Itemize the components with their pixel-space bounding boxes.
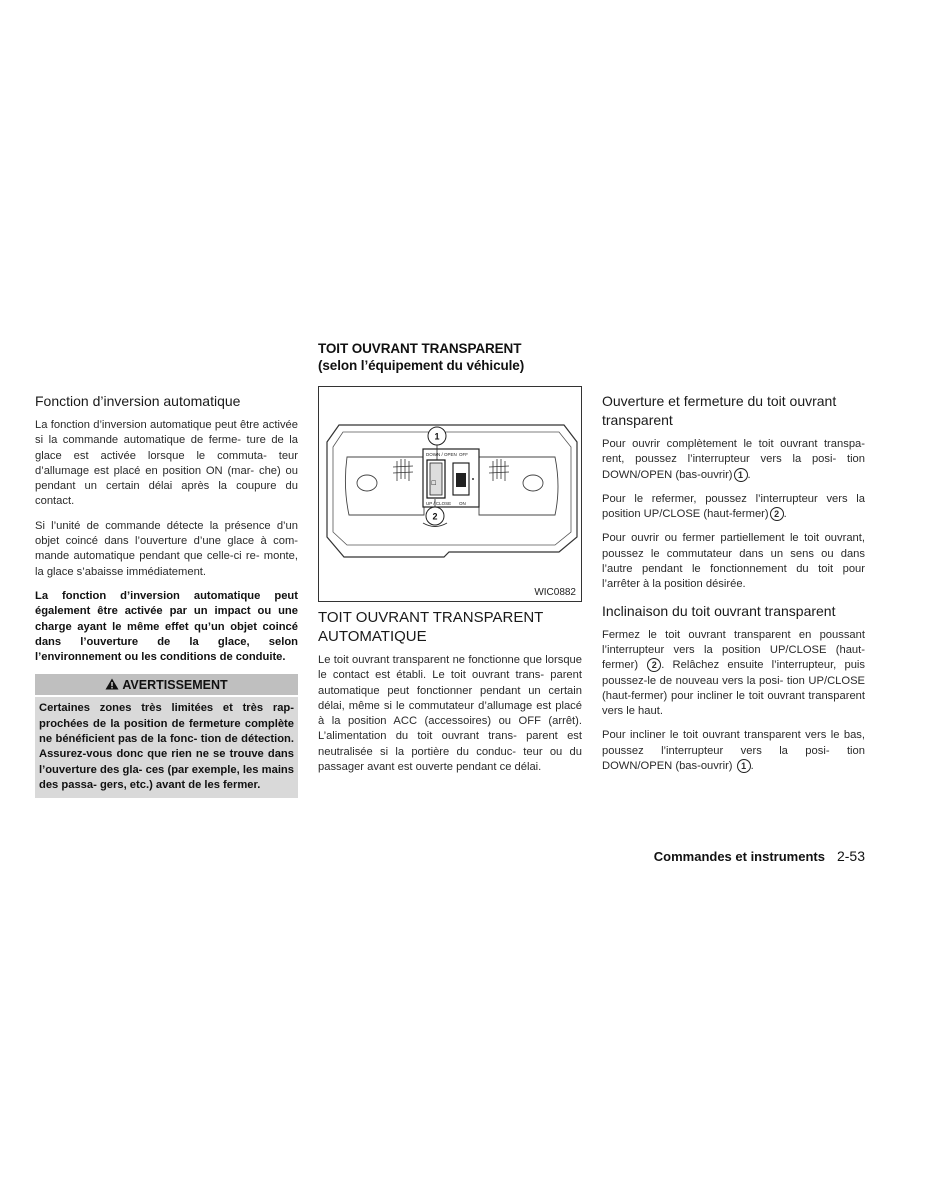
section-title-auto-reverse: Fonction d’inversion automatique bbox=[35, 393, 241, 409]
callout-1-icon: 1 bbox=[737, 759, 751, 773]
label-off: OFF bbox=[459, 452, 468, 457]
right-column bbox=[602, 392, 865, 783]
section-title-tilt: Inclinaison du toit ouvrant transparent bbox=[602, 602, 836, 619]
callout-1-icon: 1 bbox=[734, 468, 748, 482]
label-on: ON bbox=[459, 501, 466, 506]
label-up-close: UP / CLOSE bbox=[426, 501, 452, 506]
paragraph: Pour ouvrir ou fermer partiellement le toit ouvrant, poussez le commutateur dans un sens ou dans l’autre pendant le fonctionnement du toit pour l’arrêter à la position désirée. bbox=[602, 532, 865, 591]
paragraph: Pour ouvrir complètement le toit ouvrant transpa- rent, poussez l’interrupteur vers la posi- tion DOWN/OPEN (bas-ouvrir) 1 . bbox=[602, 438, 865, 481]
paragraph: Fermez le toit ouvrant transparent en poussant l’interrupteur vers la position UP/CLOSE (haut- fermer) 2 . Relâchez ensuite l’interrupteur, puis poussez-le de nouveau vers la posi- tion UP/CLOSE (haut-fermer) pour incliner le toit ouvrant transparent vers le haut. bbox=[602, 628, 866, 718]
paragraph: Si l’unité de commande détecte la présence d’un objet coincé dans l’ouverture d’une glace à com- mande automatique pendant que celle-ci re- monte, la glace s’abaisse immédiatement. bbox=[35, 519, 298, 578]
main-heading-sub: (selon l’équipement du véhicule) bbox=[318, 358, 525, 373]
page-footer bbox=[654, 848, 865, 864]
warning-text: Certaines zones très limitées et très rap- prochées de la position de fermeture complète ne bénéficient pas de la fonc- tion de détection. Assurez-vous donc que rien ne se trouve dans l’ouverture des gla- ces (par exemple, les mains des passa- gers, etc.) avant de les fermer. bbox=[35, 697, 298, 798]
main-heading: TOIT OUVRANT TRANSPARENT bbox=[318, 341, 522, 356]
label-down-open: DOWN / OPEN bbox=[426, 452, 457, 457]
paragraph: Pour le refermer, poussez l’interrupteur vers la position UP/CLOSE (haut-fermer) 2 . bbox=[602, 492, 865, 521]
paragraph-bold: La fonction d’inversion automatique peut également être activée par un impact ou une charge ayant le même effet qu’un objet coincé dans l’ouverture de la glace, selon l’environnement ou les conditions de conduite. bbox=[35, 589, 298, 664]
section-title-open-close: Ouverture et fermeture du toit ouvrant transparent bbox=[602, 393, 837, 428]
section-title-automatic-sunroof: TOIT OUVRANT TRANSPARENT AUTOMATIQUE bbox=[318, 609, 544, 645]
overhead-console-illustration bbox=[319, 387, 581, 601]
paragraph: Le toit ouvrant transparent ne fonctionne que lorsque le contact est établi. Le toit ouvrant trans- parent automatique peut fonctionner pendant un certain délai, même si le commutateur d’allumage est placé à la position ACC (accessoires) ou OFF (arrêt). L’alimentation du toit ouvrant trans- parent est neutralisée si la portière du conduc- teur ou du passager avant est ouverte pendant ce délai. bbox=[318, 654, 582, 774]
svg-text:☐: ☐ bbox=[431, 481, 437, 487]
warning-title: AVERTISSEMENT bbox=[122, 678, 228, 693]
page-number: 2-53 bbox=[836, 848, 865, 864]
callout-2-icon: 2 bbox=[770, 507, 784, 521]
warning-header bbox=[35, 674, 298, 695]
warning-box bbox=[35, 674, 298, 798]
figure-code: WIC0882 bbox=[534, 587, 576, 598]
callout-1: 1 bbox=[434, 431, 440, 442]
callout-2: 2 bbox=[432, 511, 438, 522]
footer-title: Commandes et instruments bbox=[653, 849, 825, 864]
left-column bbox=[35, 392, 298, 798]
paragraph: La fonction d’inversion automatique peut être activée si la commande automatique de ferme- ture de la glace est activée lorsque le commuta- teur d’allumage est placé en position ON (mar- che) ou pendant un certain délai après la coupure du contact. bbox=[35, 419, 298, 508]
paragraph: Pour incliner le toit ouvrant transparent vers le bas, poussez l’interrupteur vers la posi- tion DOWN/OPEN (bas-ouvrir) 1 . bbox=[602, 729, 865, 773]
middle-column bbox=[318, 340, 582, 784]
sunroof-switch-figure bbox=[318, 386, 582, 602]
callout-2-icon: 2 bbox=[647, 658, 661, 672]
warning-icon bbox=[105, 678, 119, 690]
